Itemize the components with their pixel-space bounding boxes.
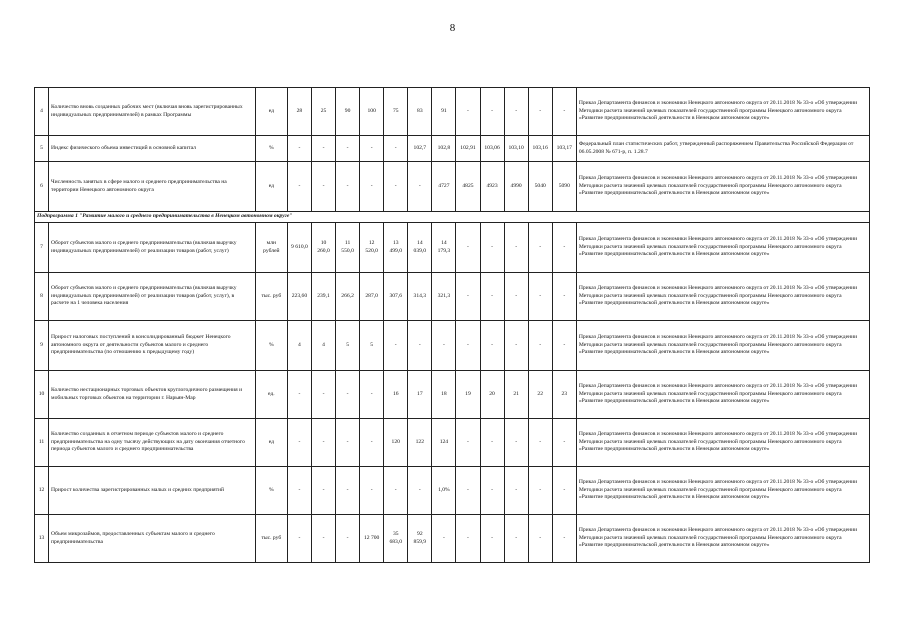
value-cell: - [408,162,432,212]
value-cell: 102,8 [432,136,456,162]
value-cell: - [480,467,504,515]
value-cell: - [336,467,360,515]
value-cell: 287,0 [360,273,384,321]
value-cell: - [552,223,576,273]
value-cell: - [480,321,504,371]
indicator-name: Объем микрозаймов, предоставленных субъектам малого и среднего предпринимательства [49,515,256,563]
value-cell: - [287,419,311,467]
value-cell: - [480,88,504,136]
value-cell: 14 039,0 [408,223,432,273]
row-number: 13 [35,515,49,563]
indicator-name: Количество созданных в отчетном периоде субъектов малого и среднего предпринимательства на одну тысячу действующих на дату окончания отчетного периода субъектов малого и среднего предпринимательства [49,419,256,467]
value-cell: - [336,515,360,563]
value-cell: 103,16 [528,136,552,162]
source-cell: Приказ Департамента финансов и экономики Ненецкого автономного округа от 20.11.2018 № 33-о «Об утверждении Методики расчета значений целевых показателей государственной программы Ненецкого автономного округа «Развитие предпринимательской деятельности в Ненецком автономном округе» [576,467,869,515]
value-cell: - [287,467,311,515]
value-cell: - [432,515,456,563]
table-row [35,419,870,467]
value-cell: 4 [287,321,311,371]
value-cell: - [384,162,408,212]
value-cell: 103,17 [552,136,576,162]
value-cell: - [528,321,552,371]
value-cell: 120 [384,419,408,467]
row-number: 4 [35,88,49,136]
table-row [35,273,870,321]
value-cell: - [456,88,480,136]
value-cell: - [287,515,311,563]
value-cell: - [552,467,576,515]
value-cell: 92 859,9 [408,515,432,563]
unit-cell: тыс. руб [255,273,287,321]
value-cell: 100 [360,88,384,136]
value-cell: - [311,419,335,467]
value-cell: 321,3 [432,273,456,321]
value-cell: 21 [504,371,528,419]
value-cell: - [408,321,432,371]
value-cell: - [360,136,384,162]
value-cell: - [287,136,311,162]
value-cell: - [504,467,528,515]
value-cell: - [504,515,528,563]
value-cell: - [528,88,552,136]
value-cell: - [480,223,504,273]
value-cell: - [552,321,576,371]
value-cell: - [528,273,552,321]
value-cell: 5040 [528,162,552,212]
table-row [35,371,870,419]
source-cell: Приказ Департамента финансов и экономики Ненецкого автономного округа от 20.11.2018 № 33-о «Об утверждении Методики расчета значений целевых показателей государственной программы Ненецкого автономного округа «Развитие предпринимательской деятельности в Ненецком автономном округе» [576,419,869,467]
row-number: 11 [35,419,49,467]
value-cell: 124 [432,419,456,467]
unit-cell: % [255,136,287,162]
value-cell: - [504,419,528,467]
unit-cell: млн рублей [255,223,287,273]
page-number: 8 [449,22,456,34]
value-cell: 103,06 [480,136,504,162]
value-cell: 91 [432,88,456,136]
value-cell: - [552,419,576,467]
row-number: 9 [35,321,49,371]
value-cell: - [384,321,408,371]
value-cell: - [408,467,432,515]
value-cell: 1,0% [432,467,456,515]
value-cell: - [384,136,408,162]
indicator-name: Численность занятых в сфере малого и среднего предпринимательства на территории Ненецкого автономного округа [49,162,256,212]
value-cell: 4923 [480,162,504,212]
value-cell: 75 [384,88,408,136]
source-cell: Приказ Департамента финансов и экономики Ненецкого автономного округа от 20.11.2018 № 33-о «Об утверждении Методики расчета значений целевых показателей государственной программы Ненецкого автономного округа «Развитие предпринимательской деятельности в Ненецком автономном округе» [576,371,869,419]
value-cell: - [456,467,480,515]
value-cell: 9 610,0 [287,223,311,273]
table-row [35,223,870,273]
table-row [35,162,870,212]
value-cell: 103,10 [504,136,528,162]
value-cell: 25 [311,88,335,136]
value-cell: 102,91 [456,136,480,162]
value-cell: - [480,419,504,467]
table-row [35,467,870,515]
value-cell: - [311,515,335,563]
value-cell: - [311,136,335,162]
value-cell: 12 520,0 [360,223,384,273]
value-cell: 90 [336,88,360,136]
unit-cell: ед [255,419,287,467]
value-cell: 35 683,0 [384,515,408,563]
value-cell: - [480,273,504,321]
indicator-name: Индекс физического объема инвестиций в основной капитал [49,136,256,162]
table-row [35,136,870,162]
unit-cell: ед [255,162,287,212]
value-cell: 13 499,0 [384,223,408,273]
value-cell: - [504,273,528,321]
source-cell: Приказ Департамента финансов и экономики Ненецкого автономного округа от 20.11.2018 № 33-о «Об утверждении Методики расчета значений целевых показателей государственной программы Ненецкого автономного округа «Развитие предпринимательской деятельности в Ненецком автономном округе» [576,162,869,212]
unit-cell: % [255,321,287,371]
value-cell: - [504,88,528,136]
value-cell: - [360,467,384,515]
value-cell: 5 [360,321,384,371]
indicator-name: Прирост налоговых поступлений в консолидированный бюджет Ненецкого автономного округа от деятельности субъектов малого и среднего предпринимательства (по отношению к предыдущему году) [49,321,256,371]
value-cell: - [528,515,552,563]
table-row [35,88,870,136]
indicators-table [34,87,870,563]
subprogram-title: Подпрограмма 1 "Развитие малого и среднего предпринимательства в Ненецком автономном округе" [35,212,870,223]
value-cell: 4990 [504,162,528,212]
value-cell: - [504,223,528,273]
value-cell: - [336,136,360,162]
value-cell: - [336,371,360,419]
source-cell: Приказ Департамента финансов и экономики Ненецкого автономного округа от 20.11.2018 № 33-о «Об утверждении Методики расчета значений целевых показателей государственной программы Ненецкого автономного округа «Развитие предпринимательской деятельности в Ненецком автономном округе» [576,223,869,273]
value-cell: - [456,419,480,467]
value-cell: 5090 [552,162,576,212]
unit-cell: тыс. руб [255,515,287,563]
value-cell: - [528,223,552,273]
value-cell: - [360,162,384,212]
value-cell: - [311,371,335,419]
value-cell: 10 260,0 [311,223,335,273]
value-cell: - [552,515,576,563]
value-cell: 14 179,3 [432,223,456,273]
value-cell: - [336,162,360,212]
value-cell: 12 700 [360,515,384,563]
value-cell: 28 [287,88,311,136]
source-cell: Приказ Департамента финансов и экономики Ненецкого автономного округа от 20.11.2018 № 33-о «Об утверждении Методики расчета значений целевых показателей государственной программы Ненецкого автономного округа «Развитие предпринимательской деятельности в Ненецком автономном округе» [576,88,869,136]
row-number: 8 [35,273,49,321]
subprogram-row [35,212,870,223]
value-cell: - [480,515,504,563]
value-cell: - [528,467,552,515]
source-cell: Приказ Департамента финансов и экономики Ненецкого автономного округа от 20.11.2018 № 33-о «Об утверждении Методики расчета значений целевых показателей государственной программы Ненецкого автономного округа «Развитие предпринимательской деятельности в Ненецком автономном округе» [576,321,869,371]
table-row [35,321,870,371]
value-cell: 5 [336,321,360,371]
source-cell: Приказ Департамента финансов и экономики Ненецкого автономного округа от 20.11.2018 № 33-о «Об утверждении Методики расчета значений целевых показателей государственной программы Ненецкого автономного округа «Развитие предпринимательской деятельности в Ненецком автономном округе» [576,273,869,321]
value-cell: 18 [432,371,456,419]
source-cell: Федеральный план статистических работ, утвержденный распоряжением Правительства Российской Федерации от 06.05.2008 № 671-р, п. 1.28.7 [576,136,869,162]
indicator-name: Оборот субъектов малого и среднего предпринимательства (включая выручку индивидуальных предпринимателей) от реализации товаров (работ, услуг) [49,223,256,273]
row-number: 7 [35,223,49,273]
value-cell: - [311,467,335,515]
value-cell: - [432,321,456,371]
value-cell: - [336,419,360,467]
row-number: 5 [35,136,49,162]
indicator-name: Прирост количества зарегистрированных малых и средних предприятий [49,467,256,515]
value-cell: 266,2 [336,273,360,321]
value-cell: - [552,88,576,136]
value-cell: - [311,162,335,212]
table-row [35,515,870,563]
indicator-name: Количество нестационарных торговых объектов круглогодичного размещения и мобильных торговых объектов на территории г. Нарьян-Мар [49,371,256,419]
value-cell: 20 [480,371,504,419]
value-cell: - [360,371,384,419]
value-cell: - [456,273,480,321]
value-cell: - [552,273,576,321]
unit-cell: % [255,467,287,515]
value-cell: 23 [552,371,576,419]
row-number: 6 [35,162,49,212]
value-cell: 223,60 [287,273,311,321]
value-cell: 83 [408,88,432,136]
value-cell: - [456,515,480,563]
indicator-name: Количество вновь созданных рабочих мест (включая вновь зарегистрированных индивидуальных предпринимателей) в рамках Программы [49,88,256,136]
value-cell: 11 550,0 [336,223,360,273]
value-cell: 4 [311,321,335,371]
value-cell: 17 [408,371,432,419]
unit-cell: ед [255,88,287,136]
row-number: 12 [35,467,49,515]
source-cell: Приказ Департамента финансов и экономики Ненецкого автономного округа от 20.11.2018 № 33-о «Об утверждении Методики расчета значений целевых показателей государственной программы Ненецкого автономного округа «Развитие предпринимательской деятельности в Ненецком автономном округе» [576,515,869,563]
value-cell: 4727 [432,162,456,212]
row-number: 10 [35,371,49,419]
value-cell: 19 [456,371,480,419]
unit-cell: ед. [255,371,287,419]
value-cell: 22 [528,371,552,419]
value-cell: 16 [384,371,408,419]
value-cell: 4825 [456,162,480,212]
value-cell: 122 [408,419,432,467]
value-cell: - [360,419,384,467]
value-cell: - [287,162,311,212]
value-cell: - [504,321,528,371]
value-cell: 239,1 [311,273,335,321]
value-cell: - [456,321,480,371]
value-cell: - [456,223,480,273]
value-cell: - [287,371,311,419]
value-cell: 307,6 [384,273,408,321]
value-cell: - [528,419,552,467]
value-cell: 102,7 [408,136,432,162]
value-cell: - [384,467,408,515]
value-cell: 314,3 [408,273,432,321]
indicator-name: Оборот субъектов малого и среднего предпринимательства (включая выручку индивидуальных предпринимателей) от реализации товаров (работ, услуг), в расчете на 1 человека населения [49,273,256,321]
